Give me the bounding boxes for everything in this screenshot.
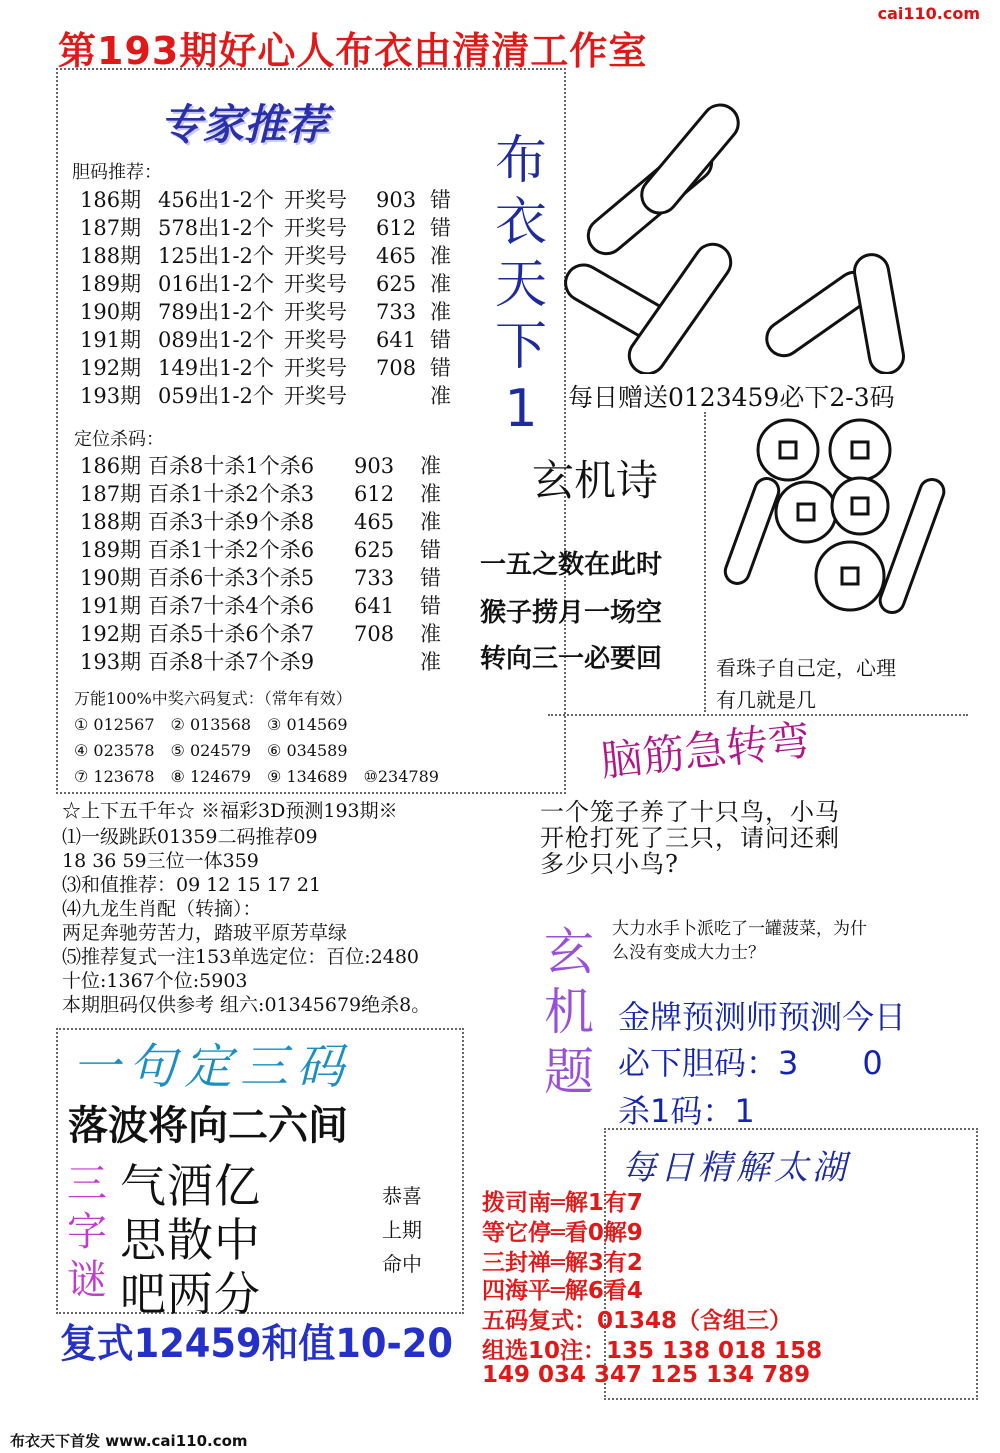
- coin-hint: 有几就是几: [716, 688, 816, 712]
- table-row: [80, 186, 480, 214]
- draw: 708: [376, 356, 417, 380]
- draw: 733: [354, 566, 395, 590]
- footer-text[interactable]: 布衣天下首发 www.cai110.com: [10, 1432, 248, 1450]
- period: 188期: [80, 510, 142, 534]
- result: 准: [420, 510, 441, 534]
- pick: 百杀1十杀2个杀6: [148, 538, 315, 562]
- pick: 789出1-2个: [158, 300, 274, 324]
- result: 错: [420, 566, 441, 590]
- taihu-line: 四海平═解6看4: [482, 1278, 643, 1304]
- gold-forecast: 必下胆码：3 0: [618, 1044, 883, 1082]
- history-line: 十位:1367个位:5903: [62, 970, 248, 992]
- kill-label: 定位杀码：: [74, 429, 164, 450]
- taihu-line: 组选10注：135 138 018 158: [482, 1338, 823, 1364]
- history-line: ⑷九龙生肖配（转摘）：: [62, 898, 262, 920]
- draw: 641: [354, 594, 395, 618]
- period: 187期: [80, 216, 142, 240]
- result: 错: [420, 538, 441, 562]
- table-row: [80, 452, 480, 480]
- yiju-phrase: 落波将向二六间: [68, 1103, 348, 1149]
- poem-line: 猴子捞月一场空: [480, 598, 663, 628]
- six-code-row: ⑦ 123678 ⑧ 124679 ⑨ 134689 ⑩234789: [74, 767, 439, 786]
- taihu-line: 三封禅═解3有2: [482, 1250, 643, 1276]
- domino-illustration: [562, 84, 942, 374]
- pick: 456出1-2个: [158, 188, 274, 212]
- taihu-title: 每日精解太湖: [622, 1148, 850, 1188]
- label: 开奖号: [284, 244, 347, 268]
- draw: 625: [376, 272, 417, 296]
- six-code-title: 万能100%中奖六码复式：（常年有效）: [74, 689, 352, 708]
- draw: 733: [376, 300, 417, 324]
- pick: 578出1-2个: [158, 216, 274, 240]
- poem-title: 玄机诗: [532, 456, 659, 505]
- dan-label: 胆码推荐：: [72, 162, 162, 183]
- yiju-title: 一句定三码: [72, 1039, 353, 1095]
- draw: 465: [354, 510, 395, 534]
- table-row: [80, 242, 480, 270]
- table-row: [80, 592, 480, 620]
- riddle-line: 一个笼子养了十只鸟，小马: [540, 798, 840, 826]
- period: 189期: [80, 538, 142, 562]
- table-row: [80, 382, 480, 410]
- riddle-line: 开枪打死了三只，请问还剩: [540, 824, 840, 852]
- label: 开奖号: [284, 188, 347, 212]
- period: 190期: [80, 566, 142, 590]
- history-line: ⑸推荐复式一注153单选定位：百位:2480: [62, 946, 420, 968]
- sanzi-vertical: 三 字 谜: [67, 1161, 107, 1303]
- period: 191期: [80, 328, 142, 352]
- label: 开奖号: [284, 384, 347, 408]
- draw: 641: [376, 328, 417, 352]
- fushi-hezhi: 复式12459和值10-20: [60, 1321, 453, 1367]
- divider-top: [704, 412, 706, 712]
- result: 错: [430, 216, 451, 240]
- period: 193期: [80, 384, 142, 408]
- result: 错: [420, 594, 441, 618]
- period: 187期: [80, 482, 142, 506]
- poem-line: 一五之数在此时: [480, 550, 663, 580]
- pick: 089出1-2个: [158, 328, 274, 352]
- congrats-text: 恭喜: [382, 1184, 422, 1208]
- riddle-characters: 思散中: [120, 1213, 261, 1267]
- label: 开奖号: [284, 272, 347, 296]
- site-logo[interactable]: cai110.com: [877, 4, 980, 23]
- result: 准: [420, 454, 441, 478]
- table-row: [80, 564, 480, 592]
- table-row: [80, 536, 480, 564]
- period: 190期: [80, 300, 142, 324]
- label: 开奖号: [284, 300, 347, 324]
- pick: 百杀6十杀3个杀5: [148, 566, 315, 590]
- result: 错: [430, 328, 451, 352]
- pick: 百杀1十杀2个杀3: [148, 482, 315, 506]
- taihu-line: 等它停═看0解9: [482, 1220, 643, 1246]
- label: 开奖号: [284, 328, 347, 352]
- table-row: [80, 508, 480, 536]
- label: 开奖号: [284, 356, 347, 380]
- pick: 125出1-2个: [158, 244, 274, 268]
- pick: 016出1-2个: [158, 272, 274, 296]
- table-row: [80, 354, 480, 382]
- draw: 903: [376, 188, 417, 212]
- result: 准: [430, 300, 451, 324]
- expert-heading: 专家推荐: [160, 100, 329, 149]
- table-row: [80, 648, 480, 676]
- pick: 百杀5十杀6个杀7: [148, 622, 315, 646]
- period: 191期: [80, 594, 142, 618]
- result: 错: [430, 188, 451, 212]
- draw: 612: [354, 482, 395, 506]
- riddle-line: 多少只小鸟?: [540, 850, 679, 878]
- history-line: ☆上下五千年☆ ※福彩3D预测193期※: [62, 800, 398, 822]
- result: 准: [430, 272, 451, 296]
- pick: 百杀8十杀7个杀9: [148, 650, 315, 674]
- label: 开奖号: [284, 216, 347, 240]
- draw: 708: [354, 622, 395, 646]
- page-title: 第193期好心人布衣由清清工作室: [58, 29, 648, 73]
- history-line: ⑴一级跳跃01359二码推荐09: [62, 826, 318, 848]
- six-code-row: ① 012567 ② 013568 ③ 014569: [74, 715, 348, 734]
- gold-forecast: 杀1码：1: [618, 1092, 755, 1130]
- period: 188期: [80, 244, 142, 268]
- history-line: 本期胆码仅供参考 组六:01345679绝杀8。: [62, 994, 431, 1016]
- table-row: [80, 480, 480, 508]
- pick: 059出1-2个: [158, 384, 274, 408]
- history-line: 18 36 59三位一体359: [62, 850, 259, 872]
- table-row: [80, 326, 480, 354]
- congrats-text: 上期: [382, 1218, 422, 1242]
- daily-gift: 每日赠送0123459必下2-3码: [568, 383, 895, 412]
- congrats-text: 命中: [382, 1252, 422, 1276]
- period: 193期: [80, 650, 142, 674]
- pick: 149出1-2个: [158, 356, 274, 380]
- riddle-characters: 气酒亿: [120, 1159, 261, 1213]
- pick: 百杀8十杀1个杀6: [148, 454, 315, 478]
- result: 准: [430, 244, 451, 268]
- riddle-characters: 吧两分: [120, 1267, 261, 1321]
- gold-forecast: 金牌预测师预测今日: [618, 998, 907, 1036]
- draw: 625: [354, 538, 395, 562]
- buyi-vertical: 布 衣 天 下 1: [494, 131, 547, 439]
- popeye-riddle: 么没有变成大力士？: [612, 943, 765, 963]
- pick: 百杀3十杀9个杀8: [148, 510, 315, 534]
- pick: 百杀7十杀4个杀6: [148, 594, 315, 618]
- period: 192期: [80, 622, 142, 646]
- period: 186期: [80, 454, 142, 478]
- result: 错: [430, 356, 451, 380]
- popeye-riddle: 大力水手卜派吃了一罐菠菜，为什: [612, 919, 867, 939]
- result: 准: [420, 482, 441, 506]
- table-row: [80, 270, 480, 298]
- history-line: 两足奔驰劳苦力，踏玻平原芳草绿: [62, 922, 348, 944]
- period: 189期: [80, 272, 142, 296]
- six-code-row: ④ 023578 ⑤ 024579 ⑥ 034589: [74, 741, 348, 760]
- taihu-line: 五码复式：01348（含组三）: [482, 1308, 793, 1334]
- poem-line: 转向三一必要回: [480, 644, 663, 674]
- taihu-line: 拨司南═解1有7: [482, 1190, 643, 1216]
- draw: 612: [376, 216, 417, 240]
- coin-hint: 看珠子自己定，心理: [716, 656, 896, 680]
- history-line: ⑶和值推荐：09 12 15 17 21: [62, 874, 322, 896]
- coins-illustration: [710, 416, 950, 640]
- table-row: [80, 214, 480, 242]
- xuanji-vertical: 玄 机 题: [544, 923, 594, 1101]
- result: 准: [430, 384, 451, 408]
- result: 准: [420, 650, 441, 674]
- table-row: [80, 298, 480, 326]
- taihu-line: 149 034 347 125 134 789: [482, 1362, 811, 1388]
- period: 192期: [80, 356, 142, 380]
- result: 准: [420, 622, 441, 646]
- table-row: [80, 620, 480, 648]
- draw: 903: [354, 454, 395, 478]
- period: 186期: [80, 188, 142, 212]
- brain-teaser-title: 脑筋急转弯: [598, 715, 813, 786]
- draw: 465: [376, 244, 417, 268]
